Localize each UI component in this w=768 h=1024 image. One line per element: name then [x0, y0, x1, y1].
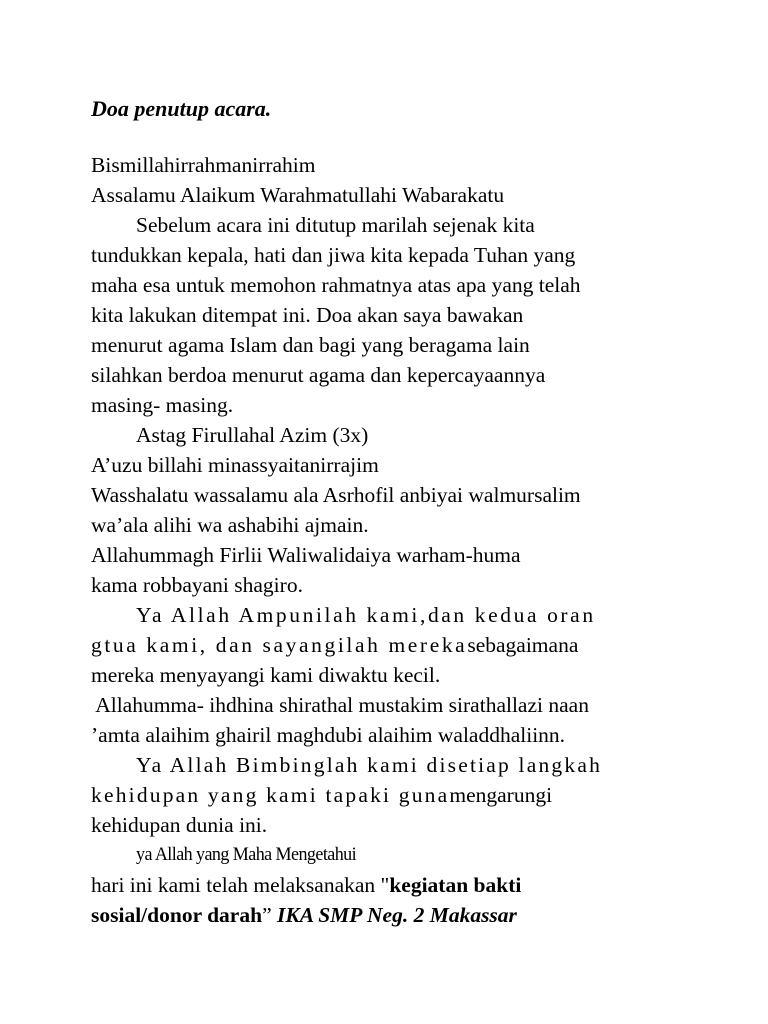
document-title: Doa penutup acara.	[91, 96, 272, 121]
line-ampunilah-2-tail: sebagaimana	[467, 633, 579, 657]
line-ampunilah-2	[91, 630, 578, 660]
line-bimbinglah-1: Ya Allah Bimbinglah kami disetiap langkah	[136, 753, 603, 777]
line-paragraph-5: menurut agama Islam dan bagi yang beragama lain	[91, 333, 530, 357]
organizer-name: IKA SMP Neg. 2 Makassar	[276, 903, 517, 927]
line-paragraph-1: Sebelum acara ini ditutup marilah sejenak kita	[136, 213, 535, 237]
line-bimbinglah-3: kehidupan dunia ini.	[91, 813, 268, 837]
line-auzu: A’uzu billahi minassyaitanirrajim	[91, 453, 379, 477]
line-paragraph-2: tundukkan kepala, hati dan jiwa kita kepada Tuhan yang	[91, 243, 576, 267]
closing-quote: ”	[262, 903, 277, 927]
line-fatihah-2: ’amta alaihim ghairil maghdubi alaihim waladdhaliinn.	[91, 723, 566, 747]
line-bismillah: Bismillahirrahmanirrahim	[91, 153, 316, 177]
line-bimbinglah-2	[91, 780, 552, 810]
line-shalawat-2: wa’ala alihi wa ashabihi ajmain.	[91, 513, 369, 537]
line-kegiatan-1	[91, 870, 521, 900]
line-fatihah-1: Allahumma- ihdhina shirathal mustakim sirathallazi naan	[91, 693, 589, 717]
line-bimbinglah-2-spaced: kehidupan yang kami tapaki guna	[91, 783, 450, 807]
line-doa-ortu-1: Allahummagh Firlii Waliwalidaiya warham-huma	[91, 543, 521, 567]
line-paragraph-6: silahkan berdoa menurut agama dan kepercayaannya	[91, 363, 546, 387]
line-istighfar: Astag Firullahal Azim (3x)	[136, 423, 369, 447]
line-paragraph-4: kita lakukan ditempat ini. Doa akan saya bawakan	[91, 303, 524, 327]
line-shalawat-1: Wasshalatu wassalamu ala Asrhofil anbiyai walmursalim	[91, 483, 581, 507]
line-paragraph-7: masing- masing.	[91, 393, 234, 417]
line-kegiatan-2	[91, 900, 517, 930]
event-name-bold-2: sosial/donor darah	[91, 903, 263, 927]
line-ampunilah-1: Ya Allah Ampunilah kami,dan kedua oran	[136, 603, 596, 627]
line-paragraph-3: maha esa untuk memohon rahmatnya atas apa yang telah	[91, 273, 581, 297]
line-salam: Assalamu Alaikum Warahmatullahi Wabarakatu	[91, 183, 505, 207]
line-ampunilah-3: mereka menyayangi kami diwaktu kecil.	[91, 663, 441, 687]
line-kegiatan-1-text: hari ini kami telah melaksanakan "	[91, 873, 390, 897]
line-bimbinglah-2-tail: mengarungi	[449, 783, 553, 807]
event-name-bold-1: kegiatan bakti	[389, 873, 522, 897]
line-maha-mengetahui: ya Allah yang Maha Mengetahui	[136, 844, 357, 865]
line-doa-ortu-2: kama robbayani shagiro.	[91, 573, 303, 597]
line-ampunilah-2-spaced: gtua kami, dan sayangilah mereka	[91, 633, 468, 657]
